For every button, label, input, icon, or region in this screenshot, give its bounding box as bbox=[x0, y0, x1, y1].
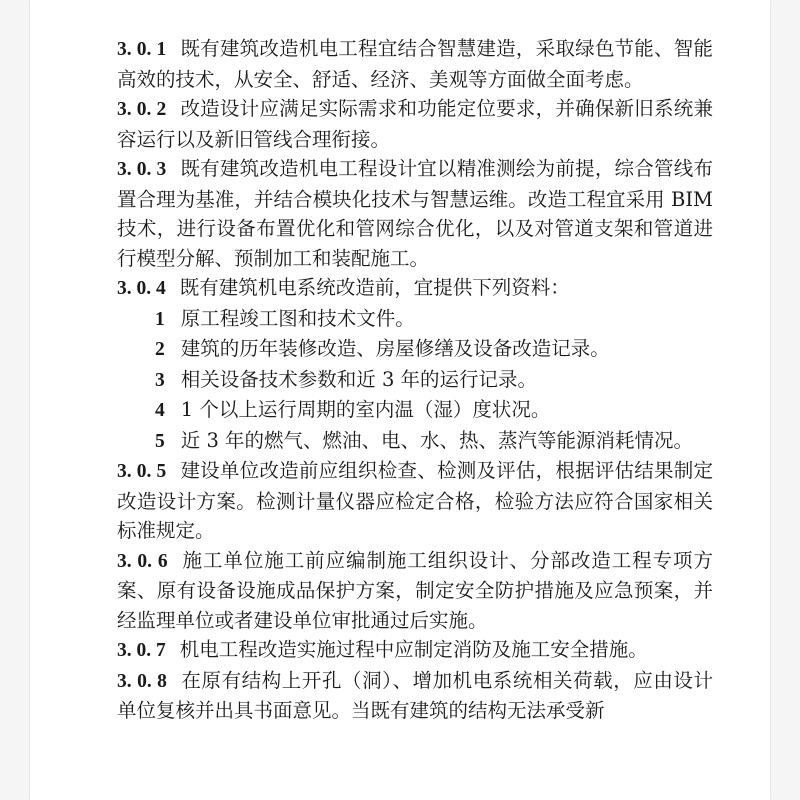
clause-text: 在原有结构上开孔（洞）、增加机电系统相关荷载，应由设计单位复核并出具书面意见。当既有建筑的结构无法承受新 bbox=[117, 668, 713, 722]
clause-number: 3. 0. 5 bbox=[117, 461, 167, 482]
item-text: 近 3 年的燃气、燃油、电、水、热、蒸汽等能源消耗情况。 bbox=[180, 428, 694, 452]
clause-3-0-1 bbox=[117, 34, 713, 94]
item-text: 建筑的历年装修改造、房屋修缮及设备改造记录。 bbox=[180, 337, 610, 360]
item-number: 2 bbox=[155, 339, 165, 360]
clause-3-0-7 bbox=[117, 635, 713, 666]
document-body bbox=[117, 34, 713, 726]
clause-text: 既有建筑机电系统改造前，宜提供下列资料： bbox=[179, 276, 570, 299]
list-item bbox=[117, 334, 713, 365]
clause-text: 机电工程改造实施过程中应制定消防及施工安全措施。 bbox=[179, 638, 648, 661]
clause-3-0-6 bbox=[117, 546, 713, 636]
list-item bbox=[117, 365, 713, 396]
clause-number: 3. 0. 1 bbox=[117, 39, 167, 60]
item-text: 相关设备技术参数和近 3 年的运行记录。 bbox=[180, 367, 538, 391]
clause-text: 建设单位改造前应组织检查、检测及评估，根据评估结果制定改造设计方案。检测计量仪器应检定合格，检验方法应符合国家相关标准规定。 bbox=[117, 459, 713, 542]
item-number: 1 bbox=[155, 308, 165, 330]
item-number: 5 bbox=[155, 430, 165, 452]
clause-text: 既有建筑改造机电工程设计宜以精准测绘为前提，综合管线布置合理为基准，并结合模块化技术与智慧运维。改造工程宜采用 BIM 技术，进行设备布置优化和管网综合优化，以及对管道支架和管道进行模型分解、预制加工和装配施工。 bbox=[117, 157, 713, 270]
clause-3-0-4 bbox=[117, 273, 713, 304]
clause-text: 施工单位施工前应编制施工组织设计、分部改造工程专项方案、原有设备设施成品保护方案，制定安全防护措施及应急预案，并经监理单位或者建设单位审批通过后实施。 bbox=[117, 548, 713, 632]
clause-number: 3. 0. 7 bbox=[117, 640, 166, 661]
clause-3-0-3 bbox=[117, 154, 713, 273]
item-text: 1 个以上运行周期的室内温（湿）度状况。 bbox=[180, 398, 551, 421]
clause-number: 3. 0. 4 bbox=[117, 278, 166, 299]
clause-3-0-5 bbox=[117, 456, 713, 546]
clause-3-0-2 bbox=[117, 94, 713, 154]
list-item bbox=[117, 395, 713, 426]
item-number: 3 bbox=[155, 369, 165, 391]
clause-text: 改造设计应满足实际需求和功能定位要求，并确保新旧系统兼容运行以及新旧管线合理衔接。 bbox=[117, 97, 713, 151]
clause-number: 3. 0. 3 bbox=[117, 159, 167, 180]
clause-3-0-8 bbox=[117, 666, 713, 726]
clause-number: 3. 0. 6 bbox=[117, 550, 168, 572]
document-page bbox=[30, 0, 770, 800]
clause-text: 既有建筑改造机电工程宜结合智慧建造，采取绿色节能、智能高效的技术，从安全、舒适、经济、美观等方面做全面考虑。 bbox=[117, 37, 713, 91]
list-item bbox=[117, 426, 713, 457]
item-text: 原工程竣工图和技术文件。 bbox=[180, 306, 415, 330]
list-item bbox=[117, 304, 713, 335]
item-number: 4 bbox=[155, 400, 165, 421]
clause-number: 3. 0. 8 bbox=[117, 670, 167, 692]
clause-number: 3. 0. 2 bbox=[117, 99, 167, 120]
